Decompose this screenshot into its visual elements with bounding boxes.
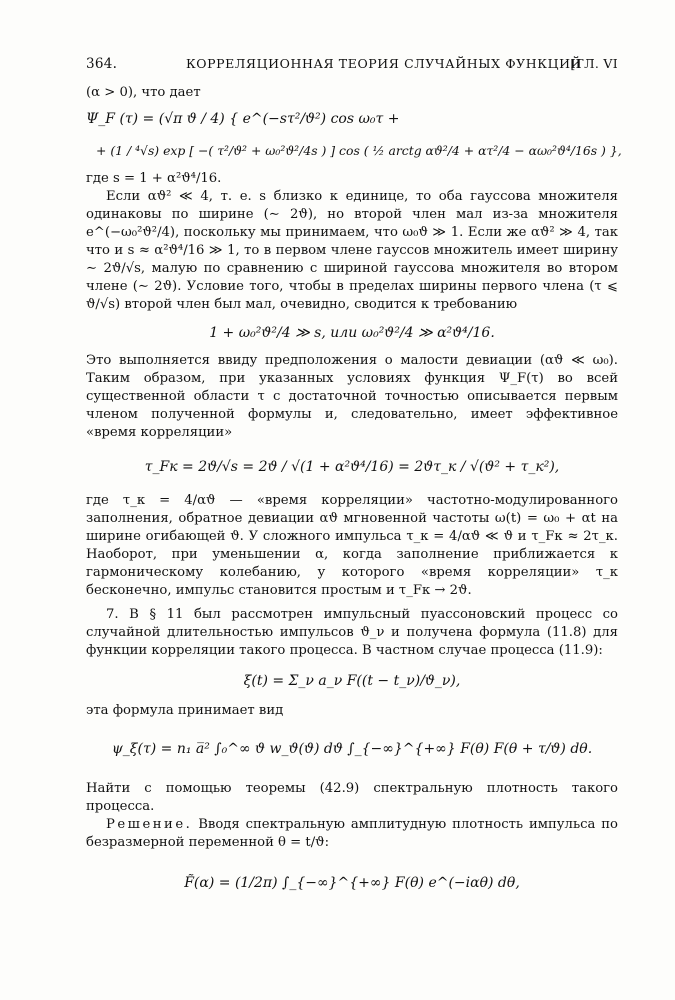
solution-label: Решение. [106, 817, 193, 832]
paragraph-problem-7: 7. В § 11 был рассмотрен импульсный пуассоновский процесс со случайной длительностью импульсов ϑ_ν и получена формула (11.8) для функции корреляции такого процесса. В частном случае процесса (11.9): [86, 607, 618, 658]
paragraph-formula-form: эта формула принимает вид [86, 703, 284, 718]
equation-psi-line2: + (1 / ⁴√s) exp [ −( τ²/ϑ² + ω₀²ϑ²/4s ) ] cos ( ½ arctg αϑ²/4 + ατ²/4 − αω₀²ϑ⁴/16s ) }, [96, 143, 622, 158]
paragraph-solution [86, 816, 618, 852]
paragraph-gauss: Если αϑ² ≪ 4, т. е. s близко к единице, то оба гауссова множителя одинаковы по ширине (∼ 2ϑ), но второй член мал из-за множителя e^(−ω₀²ϑ²/4), поскольку мы принимаем, что ω₀ϑ ≫ 1. Если же αϑ² ≫ 4, так что и s ≈ α²ϑ⁴/16 ≫ 1, то в первом члене гауссов множитель имеет ширину ∼ 2ϑ/√s, малую по сравнению с шириной гауссова множителя во втором члене (∼ 2ϑ). Условие того, чтобы в пределах ширины первого члена (τ ⩽ ϑ/√s) второй член был мал, очевидно, сводится к требованию [86, 189, 618, 312]
equation-xi: ξ(t) = Σ_ν a_ν F((t − t_ν)/ϑ_ν), [243, 673, 461, 689]
chapter-label: [ГЛ. VI [570, 56, 618, 71]
book-page [86, 50, 622, 892]
paragraph-tau-k: где τ_к = 4/αϑ — «время корреляции» частотно-модулированного заполнения, обратное девиации αϑ мгновенной частоты ω(t) = ω₀ + αt на ширине огибающей ϑ. У сложного импульса τ_к = 4/αϑ ≪ ϑ и τ_Fк ≈ 2τ_к. Наоборот, при уменьшении α, когда заполнение приближается к гармоническому колебанию, у которого «время корреляции» τ_к бесконечно, импульс становится простым и τ_Fк → 2ϑ. [86, 493, 618, 598]
running-header [86, 50, 618, 78]
equation-psi-xi: ψ_ξ(τ) = n₁ a̅² ∫₀^∞ ϑ w_ϑ(ϑ) dϑ ∫_{−∞}^{+∞} F(θ) F(θ + τ/ϑ) dθ. [111, 741, 593, 757]
equation-psi-line1: Ψ_F (τ) = (√π ϑ / 4) { e^(−sτ²/ϑ²) cos ω₀τ + [86, 111, 400, 127]
page-number: 364. [86, 56, 118, 72]
equation-correlation-time: τ_Fк = 2ϑ/√s = 2ϑ / √(1 + α²ϑ⁴/16) = 2ϑτ_к / √(ϑ² + τ_к²), [144, 459, 560, 475]
chapter-title: КОРРЕЛЯЦИОННАЯ ТЕОРИЯ СЛУЧАЙНЫХ ФУНКЦИЙ [186, 56, 583, 71]
equation-spectral-density: F̃(α) = (1/2π) ∫_{−∞}^{+∞} F(θ) e^(−iαθ) dθ, [184, 875, 520, 891]
solution-text: Вводя спектральную амплитудную плотность импульса по безразмерной переменной θ = t/ϑ: [86, 817, 618, 850]
intro-line: (α > 0), что дает [86, 85, 201, 100]
equation-requirement: 1 + ω₀²ϑ²/4 ≫ s, или ω₀²ϑ²/4 ≫ α²ϑ⁴/16. [209, 325, 495, 341]
paragraph-deviation: Это выполняется ввиду предположения о малости девиации (αϑ ≪ ω₀). Таким образом, при указанных условиях функция Ψ_F(τ) во всей существенной области τ с достаточной точностью описывается первым членом полученной формулы и, следовательно, имеет эффективное «время корреляции» [86, 353, 618, 440]
paragraph-task: Найти с помощью теоремы (42.9) спектральную плотность такого процесса. [86, 781, 618, 814]
definition-s: где s = 1 + α²ϑ⁴/16. [86, 171, 222, 186]
